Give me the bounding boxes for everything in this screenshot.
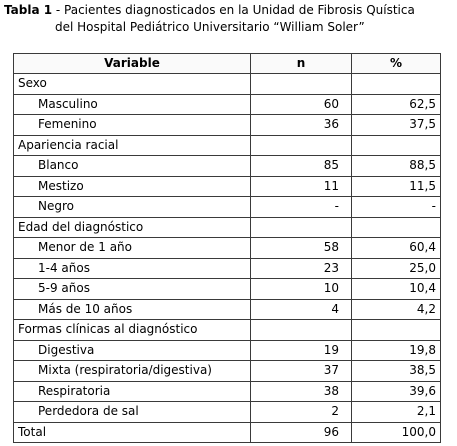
cell-percent: 100,0 [352, 422, 441, 443]
cell-percent: 25,0 [352, 258, 441, 279]
cell-n: - [251, 197, 352, 218]
header-percent: % [352, 54, 441, 74]
cell-percent: 19,8 [352, 340, 441, 361]
cell-variable: Edad del diagnóstico [14, 217, 251, 238]
table-row [14, 361, 441, 382]
table-row [14, 176, 441, 197]
cell-n: 38 [251, 381, 352, 402]
cell-percent: 37,5 [352, 115, 441, 136]
header-n: n [251, 54, 352, 74]
table-row [14, 197, 441, 218]
cell-n: 2 [251, 402, 352, 423]
cell-n: 85 [251, 156, 352, 177]
caption-line-2: del Hospital Pediátrico Universitario “William Soler” [55, 20, 365, 34]
cell-percent [352, 217, 441, 238]
cell-variable: Apariencia racial [14, 135, 251, 156]
cell-variable: Más de 10 años [14, 299, 251, 320]
cell-n: 23 [251, 258, 352, 279]
cell-variable: Digestiva [14, 340, 251, 361]
cell-n [251, 320, 352, 341]
header-variable: Variable [14, 54, 251, 74]
cell-n: 37 [251, 361, 352, 382]
table-row [14, 340, 441, 361]
cell-variable: Total [14, 422, 251, 443]
table-group-row [14, 135, 441, 156]
cell-percent: 88,5 [352, 156, 441, 177]
cell-percent [352, 74, 441, 95]
cell-n: 96 [251, 422, 352, 443]
cell-variable: Perdedora de sal [14, 402, 251, 423]
cell-percent: 62,5 [352, 94, 441, 115]
cell-variable: Respiratoria [14, 381, 251, 402]
header-row [14, 54, 441, 74]
cell-percent: 4,2 [352, 299, 441, 320]
cell-variable: Mixta (respiratoria/digestiva) [14, 361, 251, 382]
table-group-row [14, 422, 441, 443]
cell-n: 4 [251, 299, 352, 320]
cell-n [251, 74, 352, 95]
cell-n: 36 [251, 115, 352, 136]
cell-percent: 60,4 [352, 238, 441, 259]
caption-label: Tabla 1 [4, 3, 53, 17]
caption-text-1: - Pacientes diagnosticados en la Unidad de Fibrosis Quística [52, 3, 415, 17]
cell-percent: 39,6 [352, 381, 441, 402]
cell-variable: Femenino [14, 115, 251, 136]
cell-variable: Negro [14, 197, 251, 218]
table-row [14, 115, 441, 136]
table-caption [4, 2, 454, 36]
table-group-row [14, 74, 441, 95]
cell-variable: Menor de 1 año [14, 238, 251, 259]
patients-table [13, 53, 441, 443]
table-row [14, 381, 441, 402]
cell-n: 58 [251, 238, 352, 259]
cell-variable: Formas clínicas al diagnóstico [14, 320, 251, 341]
cell-variable: 5-9 años [14, 279, 251, 300]
table-row [14, 156, 441, 177]
cell-percent: 10,4 [352, 279, 441, 300]
cell-n [251, 135, 352, 156]
cell-n [251, 217, 352, 238]
table-body [14, 74, 441, 443]
cell-variable: Mestizo [14, 176, 251, 197]
cell-variable: Blanco [14, 156, 251, 177]
table-row [14, 299, 441, 320]
cell-n: 10 [251, 279, 352, 300]
table-group-row [14, 217, 441, 238]
cell-variable: 1-4 años [14, 258, 251, 279]
cell-variable: Sexo [14, 74, 251, 95]
table-row [14, 238, 441, 259]
cell-n: 60 [251, 94, 352, 115]
cell-percent: - [352, 197, 441, 218]
cell-variable: Masculino [14, 94, 251, 115]
cell-percent: 2,1 [352, 402, 441, 423]
table-group-row [14, 320, 441, 341]
cell-n: 11 [251, 176, 352, 197]
table-row [14, 402, 441, 423]
cell-n: 19 [251, 340, 352, 361]
cell-percent: 11,5 [352, 176, 441, 197]
caption-line-1 [4, 2, 454, 19]
cell-percent [352, 135, 441, 156]
table-row [14, 279, 441, 300]
cell-percent [352, 320, 441, 341]
cell-percent: 38,5 [352, 361, 441, 382]
table-row [14, 258, 441, 279]
table-row [14, 94, 441, 115]
